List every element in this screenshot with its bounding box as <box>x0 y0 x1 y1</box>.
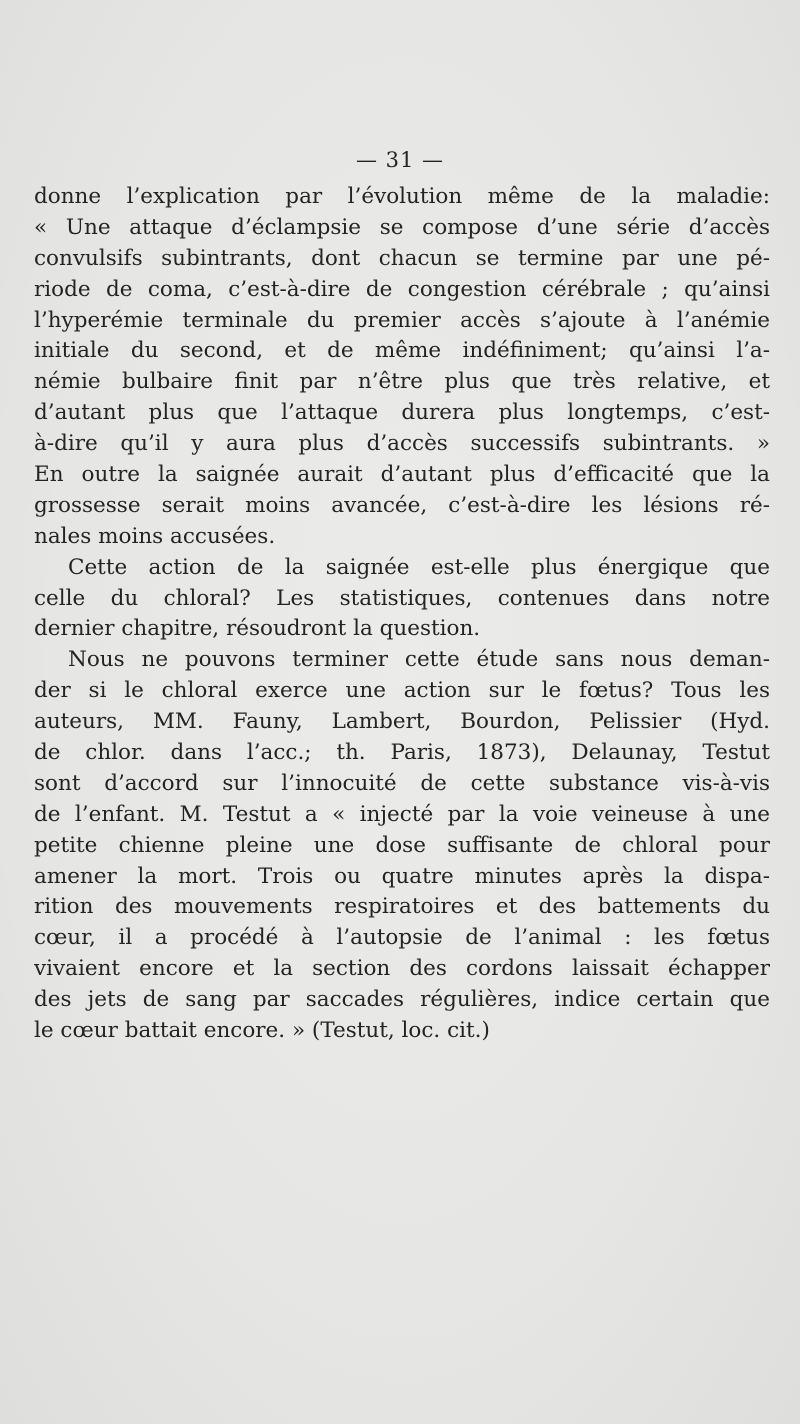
text-line: sont d’accord sur l’innocuité de cette substance vis-à-vis <box>34 770 770 796</box>
text-line: auteurs, MM. Fauny, Lambert, Bourdon, Pelissier (Hyd. <box>34 709 770 735</box>
text-line: de l’enfant. M. Testut a « injecté par la voie veineuse à une <box>34 801 770 827</box>
text-line: d’autant plus que l’attaque durera plus longtemps, c’est- <box>34 400 770 426</box>
text-line: der si le chloral exerce une action sur le fœtus? Tous les <box>34 678 770 704</box>
text-line: donne l’explication par l’évolution même de la maladie: <box>34 184 770 209</box>
text-line: « Une attaque d’éclampsie se compose d’une série d’accès <box>34 214 770 240</box>
text-line: convulsifs subintrants, dont chacun se termine par une pé- <box>34 245 770 271</box>
text-line: vivaient encore et la section des cordons laissait échapper <box>34 956 770 982</box>
text-line: l’hyperémie terminale du premier accès s’ajoute à l’anémie <box>34 307 770 333</box>
text-line: Cette action de la saignée est-elle plus énergique que <box>68 554 770 580</box>
page-number: — 31 — <box>355 148 445 172</box>
text-line: cœur, il a procédé à l’autopsie de l’animal : les fœtus <box>34 925 770 951</box>
text-line: grossesse serait moins avancée, c’est-à-dire les lésions ré- <box>34 492 770 518</box>
text-line: initiale du second, et de même indéfiniment; qu’ainsi l’a- <box>34 338 770 364</box>
text-line: dernier chapitre, résoudront la question. <box>34 616 481 642</box>
text-line: rition des mouvements respiratoires et des battements du <box>34 894 770 920</box>
text-line: petite chienne pleine une dose suffisante de chloral pour <box>34 832 770 858</box>
text-line: nales moins accusées. <box>34 523 276 549</box>
body-text <box>34 182 770 1047</box>
text-line: le cœur battait encore. » (Testut, loc. cit.) <box>34 1018 490 1044</box>
text-line: némie bulbaire finit par n’être plus que très relative, et <box>34 369 770 395</box>
text-line: En outre la saignée aurait d’autant plus d’efficacité que la <box>34 462 770 488</box>
text-line: riode de coma, c’est-à-dire de congestion cérébrale ; qu’ainsi <box>34 276 770 302</box>
text-line: de chlor. dans l’acc.; th. Paris, 1873), Delaunay, Testut <box>34 740 770 766</box>
text-line: Nous ne pouvons terminer cette étude sans nous deman- <box>68 647 770 673</box>
text-line: amener la mort. Trois ou quatre minutes après la dispa- <box>34 863 770 889</box>
text-line: des jets de sang par saccades régulières, indice certain que <box>34 987 770 1013</box>
text-line: celle du chloral? Les statistiques, contenues dans notre <box>34 585 770 611</box>
text-line: à-dire qu’il y aura plus d’accès successifs subintrants. » <box>34 431 770 457</box>
